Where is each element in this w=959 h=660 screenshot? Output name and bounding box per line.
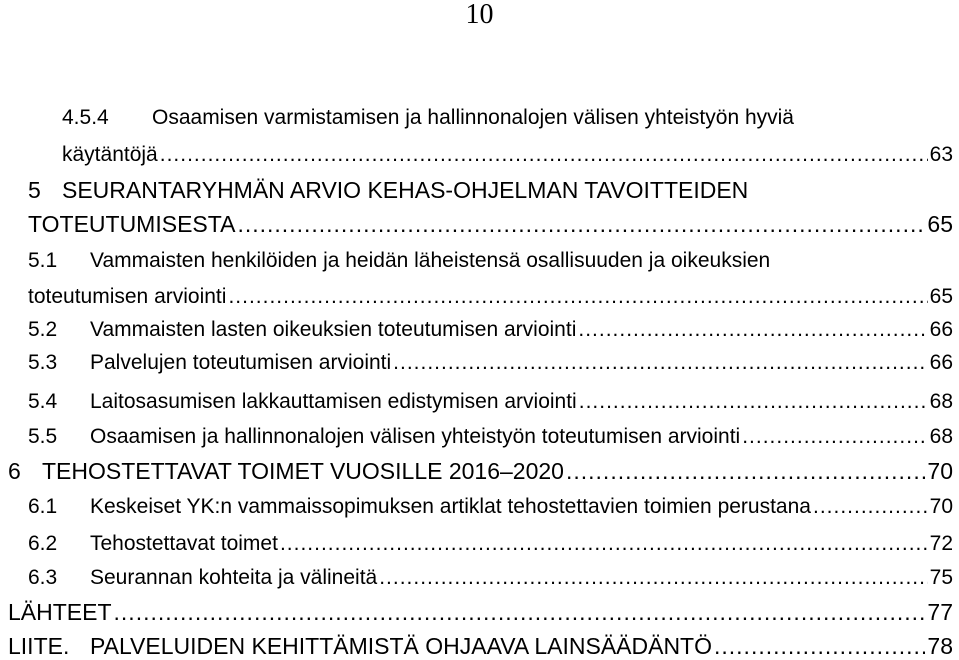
toc-leader-dots bbox=[160, 141, 928, 169]
toc-leader-dots bbox=[714, 632, 925, 660]
toc-entry-number: 6.3 bbox=[28, 566, 58, 589]
toc-page-number: 65 bbox=[929, 285, 953, 308]
toc-page-number: 70 bbox=[929, 495, 953, 518]
toc-leader-dots bbox=[114, 598, 926, 626]
toc-entry-title: Osaamisen varmistamisen ja hallinnonalojen välisen yhteistyön hyviä bbox=[152, 106, 794, 129]
toc-page-number: 68 bbox=[929, 390, 953, 413]
toc-page-number: 66 bbox=[929, 351, 953, 374]
toc-leader-dots bbox=[280, 530, 928, 558]
toc-leader-dots bbox=[228, 283, 927, 311]
toc-page-number: 72 bbox=[929, 532, 953, 555]
toc-page-number: 70 bbox=[927, 458, 953, 484]
toc-entry-number: 6.2 bbox=[28, 532, 58, 555]
toc-entry-title: Laitosasumisen lakkauttamisen edistymisen arviointi bbox=[90, 390, 577, 413]
toc-entry-title: Seurannan kohteita ja välineitä bbox=[90, 566, 378, 589]
toc-entry-title-cont: TOTEUTUMISESTA bbox=[28, 211, 236, 237]
toc-leader-dots bbox=[237, 210, 925, 238]
page-number: 10 bbox=[465, 0, 494, 30]
toc-entry-title: TEHOSTETTAVAT TOIMET VUOSILLE 2016–2020 bbox=[42, 458, 564, 484]
toc-entry-title: Vammaisten lasten oikeuksien toteutumisen arviointi bbox=[90, 318, 577, 341]
toc-entry-number: 5.3 bbox=[28, 351, 58, 374]
toc-leader-dots bbox=[742, 423, 927, 451]
toc-entry-title-cont: käytäntöjä bbox=[62, 143, 158, 166]
toc-entry-title: Palvelujen toteutumisen arviointi bbox=[90, 351, 392, 374]
toc-entry-title: Osaamisen ja hallinnonalojen välisen yhteistyön toteutumisen arviointi bbox=[90, 425, 741, 448]
toc-leader-dots bbox=[379, 564, 927, 592]
toc-page-number: 65 bbox=[927, 211, 953, 237]
toc-entry-number: 4.5.4 bbox=[62, 106, 109, 129]
toc-leader-dots bbox=[393, 349, 927, 377]
toc-entry-title-cont: toteutumisen arviointi bbox=[28, 285, 227, 308]
toc-entry-number: 6.1 bbox=[28, 495, 58, 518]
toc-entry-title: LÄHTEET bbox=[8, 599, 112, 625]
toc-entry-number: 5 bbox=[28, 177, 41, 203]
toc-leader-dots bbox=[579, 388, 928, 416]
toc-entry-title: Tehostettavat toimet bbox=[90, 532, 278, 555]
toc-page-number: 66 bbox=[929, 318, 953, 341]
toc-entry-number: 5.2 bbox=[28, 318, 58, 341]
toc-page-number: 75 bbox=[929, 566, 953, 589]
toc-entry-number: 6 bbox=[8, 458, 21, 484]
toc-page-number: 77 bbox=[927, 599, 953, 625]
toc-page-number: 78 bbox=[927, 633, 953, 659]
toc-page-number: 63 bbox=[929, 143, 953, 166]
toc-entry-number: 5.5 bbox=[28, 425, 58, 448]
toc-entry-number: 5.1 bbox=[28, 249, 58, 272]
toc-leader-dots bbox=[566, 457, 925, 485]
toc-leader-dots bbox=[578, 316, 927, 344]
toc-page-number: 68 bbox=[929, 425, 953, 448]
toc-entry-title: Vammaisten henkilöiden ja heidän läheistensä osallisuuden ja oikeuksien bbox=[90, 249, 771, 272]
toc-entry-number: LIITE. bbox=[8, 633, 70, 659]
toc-leader-dots bbox=[813, 493, 928, 521]
toc-entry-title: Keskeiset YK:n vammaissopimuksen artiklat tehostettavien toimien perustana bbox=[90, 495, 811, 518]
toc-entry-title: SEURANTARYHMÄN ARVIO KEHAS-OHJELMAN TAVOITTEIDEN bbox=[62, 177, 749, 203]
toc-entry-number: 5.4 bbox=[28, 390, 58, 413]
toc-entry-title: PALVELUIDEN KEHITTÄMISTÄ OHJAAVA LAINSÄÄDÄNTÖ bbox=[90, 633, 712, 659]
